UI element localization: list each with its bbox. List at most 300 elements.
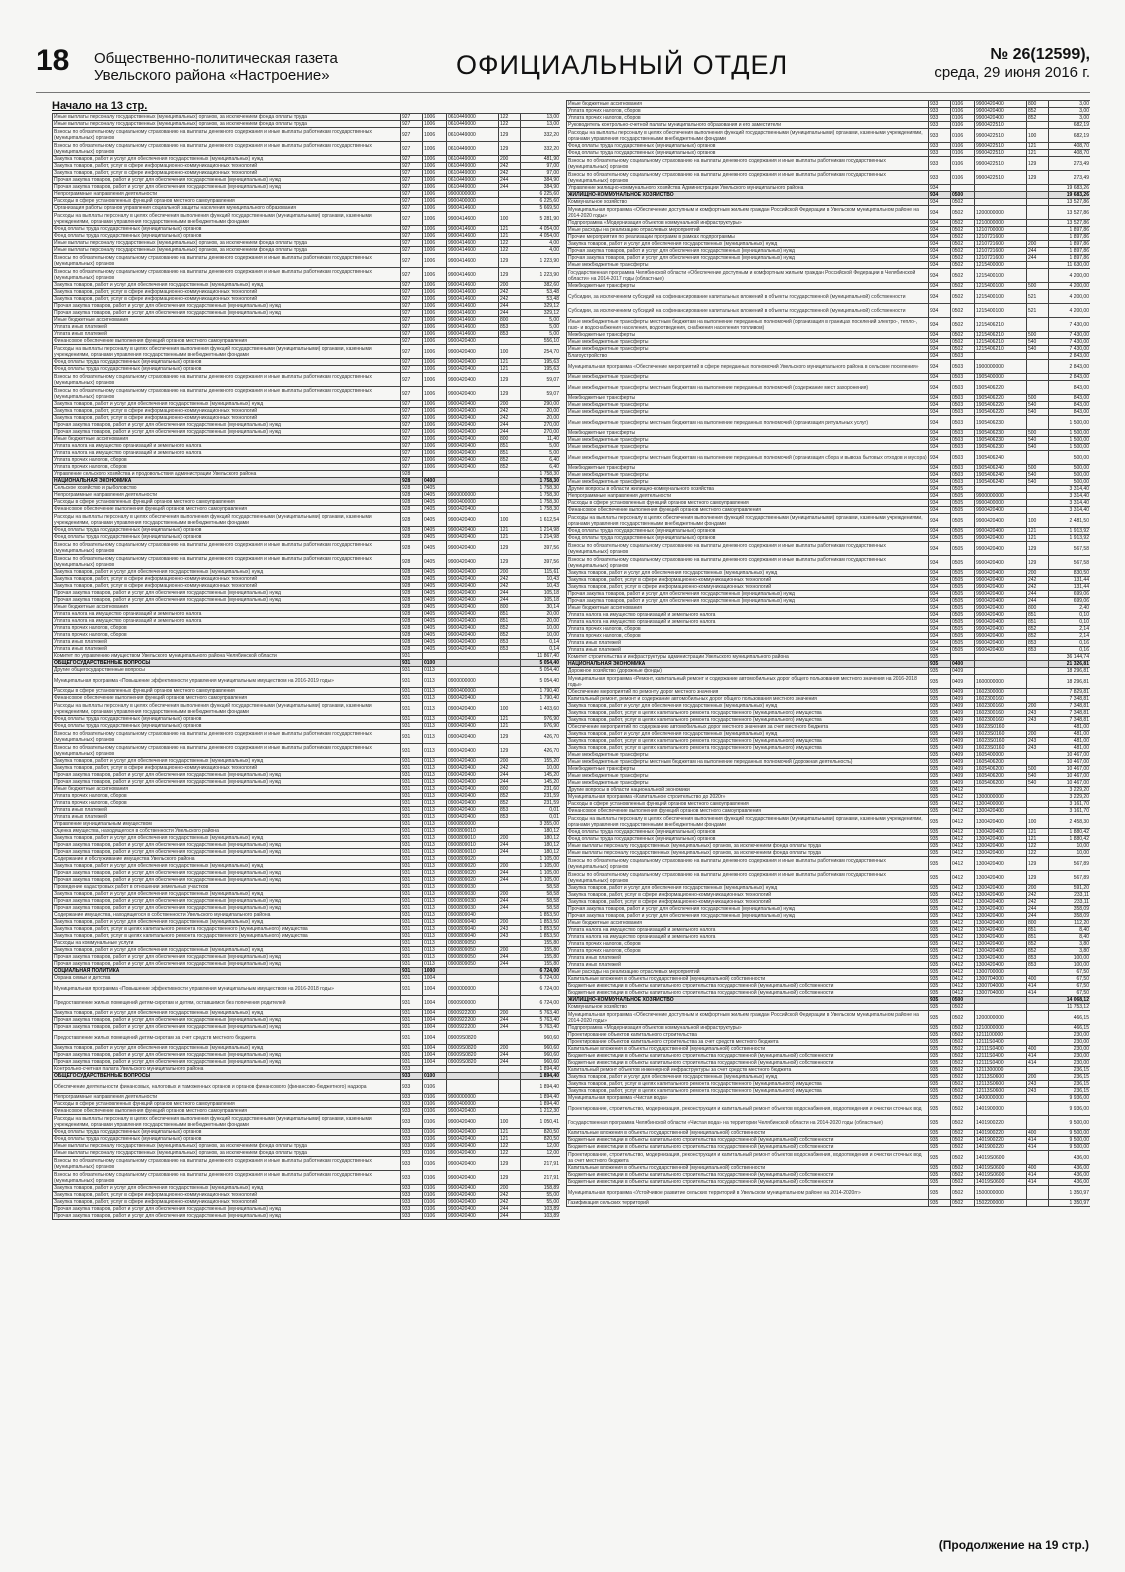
cell-cs	[975, 353, 1027, 360]
cell-vr: 200	[499, 891, 521, 898]
cell-sum: 155,80	[521, 940, 561, 947]
table-row	[567, 241, 1091, 248]
cell-rz: 1004	[423, 975, 447, 982]
table-row	[567, 612, 1091, 619]
cell-gr: 934	[929, 556, 951, 570]
cell-gr: 927	[401, 310, 423, 317]
table-row	[53, 996, 561, 1010]
table-row	[567, 948, 1091, 955]
table-row	[567, 1039, 1091, 1046]
cell-sum: 5 763,40	[521, 1010, 561, 1017]
cell-gr: 934	[929, 598, 951, 605]
cell-sum: 67,50	[1049, 976, 1091, 983]
cell-vr: 244	[1027, 906, 1049, 913]
cell-name: Закупка товаров, работ и услуг для обеспечения государственных (муниципальных) нужд	[53, 835, 401, 842]
cell-vr: 400	[1027, 1130, 1049, 1137]
cell-vr	[499, 828, 521, 835]
cell-cs: 1905406230	[975, 437, 1027, 444]
cell-vr	[1027, 262, 1049, 269]
cell-vr: 244	[499, 954, 521, 961]
cell-vr	[499, 205, 521, 212]
cell-gr: 931	[401, 807, 423, 814]
cell-name: Капитальные вложения в объекты государственной (муниципальной) собственности	[567, 1130, 929, 1137]
table-row	[53, 289, 561, 296]
table-row	[53, 618, 561, 625]
cell-rz: 0412	[951, 836, 975, 843]
cell-rz: 0412	[951, 934, 975, 941]
cell-vr	[499, 975, 521, 982]
cell-cs: 1215406210	[975, 318, 1027, 332]
cell-cs: 0900420400	[447, 807, 499, 814]
cell-vr: 121	[499, 233, 521, 240]
cell-sum: 1 758,30	[521, 506, 561, 513]
cell-sum: 12,00	[521, 1150, 561, 1157]
table-row	[53, 800, 561, 807]
cell-sum: 10 467,00	[1049, 752, 1091, 759]
cell-name: Прочие мероприятия по реализации программ в рамках подпрограммы	[567, 234, 929, 241]
cell-vr: 400	[1027, 1165, 1049, 1172]
cell-rz: 0502	[951, 255, 975, 262]
cell-vr	[499, 856, 521, 863]
cell-rz: 0502	[951, 1116, 975, 1130]
cell-rz: 0412	[951, 871, 975, 885]
cell-gr: 935	[929, 808, 951, 815]
cell-vr	[1027, 752, 1049, 759]
cell-name: Прочая закупка товаров, работ и услуг для обеспечения государственных (муниципальных) нужд	[53, 842, 401, 849]
cell-gr: 935	[929, 1032, 951, 1039]
cell-cs: 1602300160	[975, 710, 1027, 717]
cell-gr: 935	[929, 969, 951, 976]
cell-cs: 1300400000	[975, 801, 1027, 808]
table-row	[567, 794, 1091, 801]
cell-cs: 1210000000	[975, 1025, 1027, 1032]
cell-rz: 1006	[423, 422, 447, 429]
cell-name: Иные межбюджетные трансферты	[567, 780, 929, 787]
cell-vr: 244	[499, 1206, 521, 1213]
cell-vr: 244	[1027, 913, 1049, 920]
cell-name: Бюджетные инвестиции в объекты капитального строительства государственной (муниципальной) собственности	[567, 1179, 929, 1186]
cell-sum: 4 054,00	[521, 226, 561, 233]
cell-name: Взносы по обязательному социальному страхованию на выплаты денежного содержания и иные выплаты работникам государственных (муниципальных) органов	[53, 373, 401, 387]
cell-vr: 121	[1027, 836, 1049, 843]
cell-name: Иные бюджетные ассигнования	[567, 920, 929, 927]
cell-cs: 9900422510	[975, 171, 1027, 185]
cell-sum: 358,09	[1049, 913, 1091, 920]
cell-name: Управление муниципальным имуществом	[53, 821, 401, 828]
cell-gr: 935	[929, 948, 951, 955]
table-row	[53, 604, 561, 611]
cell-name: Бюджетные инвестиции в объекты капитального строительства государственной (муниципальной) собственности	[567, 1053, 929, 1060]
cell-sum: 426,70	[521, 744, 561, 758]
cell-sum: 100,00	[1049, 962, 1091, 969]
table-row	[53, 947, 561, 954]
cell-cs: 9900420400	[447, 436, 499, 443]
cell-cs: 0900420400	[447, 772, 499, 779]
cell-sum: 236,15	[1049, 1081, 1091, 1088]
cell-sum: 12,00	[521, 1143, 561, 1150]
cell-cs: 1300420400	[975, 850, 1027, 857]
cell-vr: 121	[1027, 528, 1049, 535]
cell-vr: 244	[499, 870, 521, 877]
cell-gr: 931	[401, 667, 423, 674]
cell-name: Расходы на выплаты персоналу в целях обеспечения выполнения функций государственными (муниципальными) органами, казенными учреждениями, органами управления государственными внебюджетными фондами	[53, 513, 401, 527]
cell-rz: 1006	[423, 415, 447, 422]
cell-vr	[1027, 1004, 1049, 1011]
cell-name: Иные расходы на реализацию отраслевых мероприятий	[567, 227, 929, 234]
cell-gr: 934	[929, 542, 951, 556]
cell-cs: 1215400100	[975, 290, 1027, 304]
cell-sum: 1 350,97	[1049, 1200, 1091, 1207]
cell-vr: 851	[1027, 619, 1049, 626]
table-row	[567, 444, 1091, 451]
table-row	[53, 688, 561, 695]
table-row	[53, 499, 561, 506]
cell-sum: 21 326,81	[1049, 661, 1091, 668]
cell-sum: 10 467,00	[1049, 759, 1091, 766]
cell-name: Взносы по обязательному социальному страхованию на выплаты денежного содержания и иные выплаты работникам государственных (муниципальных) органов	[53, 128, 401, 142]
cell-name: Иные выплаты персоналу государственных (муниципальных) органов, за исключением фонда оплаты труда	[53, 1143, 401, 1150]
table-row	[53, 401, 561, 408]
cell-cs: 9900420400	[447, 422, 499, 429]
cell-vr: 200	[499, 156, 521, 163]
cell-vr	[499, 821, 521, 828]
table-row	[53, 1010, 561, 1017]
cell-gr: 927	[401, 464, 423, 471]
cell-sum: 1 758,30	[521, 499, 561, 506]
cell-sum: 7 348,81	[1049, 710, 1091, 717]
cell-cs	[447, 471, 499, 478]
cell-name: Иные межбюджетные трансферты местным бюджетам на выполнение переданных полномочий (организация ритуальных услуг)	[567, 416, 929, 430]
cell-rz: 0113	[423, 765, 447, 772]
cell-rz: 0500	[951, 997, 975, 1004]
cell-gr: 928	[401, 513, 423, 527]
table-row	[53, 1206, 561, 1213]
cell-sum: 820,50	[521, 1136, 561, 1143]
cell-rz: 1006	[423, 359, 447, 366]
cell-vr: 129	[499, 142, 521, 156]
cell-rz: 0405	[423, 576, 447, 583]
cell-name: Иные бюджетные ассигнования	[53, 317, 401, 324]
cell-gr: 935	[929, 689, 951, 696]
table-row	[567, 269, 1091, 283]
cell-sum: 59,07	[521, 387, 561, 401]
cell-sum: 0,01	[521, 814, 561, 821]
cell-vr	[1027, 374, 1049, 381]
cell-vr: 200	[499, 569, 521, 576]
cell-sum: 67,50	[1049, 990, 1091, 997]
cell-cs: 0900809050	[447, 954, 499, 961]
cell-gr: 935	[929, 899, 951, 906]
cell-cs: 1605406200	[975, 773, 1027, 780]
cell-name: Взносы по обязательному социальному страхованию на выплаты денежного содержания и иные выплаты работникам государственных (муниципальных) органов	[53, 268, 401, 282]
table-row	[53, 1031, 561, 1045]
cell-vr: 129	[499, 373, 521, 387]
cell-sum: 7 430,00	[1049, 318, 1091, 332]
cell-sum: 10 467,00	[1049, 773, 1091, 780]
cell-vr: 540	[1027, 437, 1049, 444]
cell-rz: 1006	[423, 317, 447, 324]
cell-vr: 122	[499, 240, 521, 247]
cell-vr: 414	[1027, 1053, 1049, 1060]
cell-vr: 500	[1027, 395, 1049, 402]
table-row	[567, 766, 1091, 773]
cell-gr: 931	[401, 1024, 423, 1031]
cell-vr	[1027, 1025, 1049, 1032]
cell-vr: 244	[1027, 255, 1049, 262]
cell-vr	[499, 674, 521, 688]
cell-rz: 0502	[951, 290, 975, 304]
table-row	[567, 1004, 1091, 1011]
cell-vr: 852	[499, 457, 521, 464]
cell-cs: 9900000000	[447, 492, 499, 499]
cell-gr: 934	[929, 346, 951, 353]
cell-vr: 244	[499, 303, 521, 310]
cell-name: Фонд оплаты труда государственных (муниципальных) органов	[53, 226, 401, 233]
cell-rz: 0113	[423, 940, 447, 947]
cell-sum: 9 500,00	[1049, 1137, 1091, 1144]
cell-cs: 9900420400	[975, 101, 1027, 108]
table-row	[567, 703, 1091, 710]
cell-rz: 0113	[423, 807, 447, 814]
cell-gr: 935	[929, 1011, 951, 1025]
cell-vr: 540	[1027, 472, 1049, 479]
cell-rz: 0113	[423, 814, 447, 821]
cell-sum: 481,00	[1049, 724, 1091, 731]
cell-name: Муниципальная программа «Капитальное строительство до 2020г»	[567, 794, 929, 801]
cell-vr: 800	[499, 786, 521, 793]
table-row	[567, 710, 1091, 717]
cell-name: Иные бюджетные ассигнования	[53, 786, 401, 793]
cell-vr: 540	[1027, 346, 1049, 353]
cell-sum: 10 467,00	[1049, 780, 1091, 787]
cell-gr: 935	[929, 738, 951, 745]
cell-vr: 852	[499, 800, 521, 807]
cell-sum: 97,00	[521, 163, 561, 170]
cell-gr: 934	[929, 283, 951, 290]
cell-sum: 6,40	[521, 464, 561, 471]
cell-name: Оценка имущества, находящегося в собственности Увельского района	[53, 828, 401, 835]
cell-gr: 927	[401, 128, 423, 142]
table-row	[53, 1101, 561, 1108]
cell-vr: 200	[499, 1010, 521, 1017]
table-row	[567, 1074, 1091, 1081]
cell-gr: 933	[401, 1136, 423, 1143]
table-row	[53, 912, 561, 919]
newspaper-name-line2: Увельского района «Настроение»	[94, 67, 330, 84]
table-row	[567, 465, 1091, 472]
cell-sum: 10,00	[1049, 850, 1091, 857]
right-column	[566, 100, 1090, 1535]
cell-rz: 0113	[423, 821, 447, 828]
cell-gr: 927	[401, 422, 423, 429]
cell-gr: 927	[401, 450, 423, 457]
cell-gr: 934	[929, 451, 951, 465]
cell-vr	[499, 688, 521, 695]
cell-gr: 931	[401, 1059, 423, 1066]
cell-name: Уплата налога на имущество организаций и земельного налога	[53, 443, 401, 450]
cell-rz: 0409	[951, 675, 975, 689]
table-row	[567, 787, 1091, 794]
cell-cs: 0900809030	[447, 898, 499, 905]
cell-name: Закупка товаров, работ и услуг для обеспечения государственных (муниципальных) нужд	[53, 1185, 401, 1192]
table-row	[53, 331, 561, 338]
cell-vr	[499, 940, 521, 947]
cell-name: Фонд оплаты труда государственных (муниципальных) органов	[53, 1136, 401, 1143]
table-row	[53, 1108, 561, 1115]
cell-name: Другие общегосударственные вопросы	[53, 667, 401, 674]
cell-sum: 145,20	[521, 779, 561, 786]
cell-name: Уплата налога на имущество организаций и земельного налога	[567, 612, 929, 619]
cell-gr: 935	[929, 654, 951, 661]
cell-gr: 931	[401, 912, 423, 919]
cell-cs: 1300704000	[975, 990, 1027, 997]
cell-gr: 935	[929, 759, 951, 766]
cell-name: Финансовое обеспечение выполнения функций органов местного самоуправления	[53, 695, 401, 702]
cell-cs: 9900414600	[447, 289, 499, 296]
cell-rz: 0113	[423, 898, 447, 905]
cell-name: Закупка товаров, работ, услуг в целях капитального ремонта государственного (муниципального) имущества	[567, 1081, 929, 1088]
cell-cs: 9900420400	[447, 1150, 499, 1157]
cell-rz: 1006	[423, 282, 447, 289]
cell-sum: 158,89	[521, 1185, 561, 1192]
cell-name: Закупка товаров, работ и услуг для обеспечения государственных (муниципальных) нужд	[53, 401, 401, 408]
cell-rz: 0503	[951, 402, 975, 409]
cell-vr: 851	[499, 443, 521, 450]
cell-gr: 935	[929, 1172, 951, 1179]
cell-gr: 934	[929, 472, 951, 479]
cell-rz: 0502	[951, 1046, 975, 1053]
table-row	[567, 129, 1091, 143]
cell-sum: 230,00	[1049, 1053, 1091, 1060]
cell-cs: 1400000000	[975, 1095, 1027, 1102]
table-row	[567, 185, 1091, 192]
cell-rz: 0405	[423, 625, 447, 632]
cell-rz: 1006	[423, 240, 447, 247]
cell-name: Взносы по обязательному социальному страхованию на выплаты денежного содержания и иные выплаты работникам государственных (муниципальных) органов	[53, 254, 401, 268]
cell-sum: 13 527,86	[1049, 206, 1091, 220]
cell-gr: 931	[401, 996, 423, 1010]
table-row	[53, 429, 561, 436]
cell-rz: 0505	[951, 647, 975, 654]
cell-vr: 122	[499, 121, 521, 128]
cell-rz: 0502	[951, 1067, 975, 1074]
cell-vr	[499, 660, 521, 667]
cell-cs: 0900922200	[447, 1017, 499, 1024]
table-row	[567, 815, 1091, 829]
cell-gr: 928	[401, 618, 423, 625]
cell-cs: 1600000000	[975, 675, 1027, 689]
cell-sum: 230,00	[1049, 1032, 1091, 1039]
cell-gr: 931	[401, 702, 423, 716]
cell-gr: 934	[929, 304, 951, 318]
cell-gr: 931	[401, 877, 423, 884]
cell-vr: 851	[1027, 934, 1049, 941]
cell-rz: 0412	[951, 913, 975, 920]
cell-vr: 242	[499, 170, 521, 177]
cell-sum: 195,63	[521, 366, 561, 373]
cell-rz: 0502	[951, 304, 975, 318]
cell-cs: 0900420400	[447, 758, 499, 765]
cell-gr: 935	[929, 1004, 951, 1011]
table-row	[567, 976, 1091, 983]
cell-gr: 927	[401, 366, 423, 373]
table-row	[53, 779, 561, 786]
cell-cs: 9900420400	[447, 646, 499, 653]
cell-gr: 934	[929, 437, 951, 444]
cell-sum: 0,01	[521, 807, 561, 814]
table-row	[567, 255, 1091, 262]
cell-cs: 0900420400	[447, 744, 499, 758]
cell-cs: 1500000000	[975, 1186, 1027, 1200]
cell-rz: 0409	[951, 724, 975, 731]
cell-gr: 931	[401, 765, 423, 772]
cell-gr: 934	[929, 584, 951, 591]
cell-vr	[1027, 689, 1049, 696]
cell-gr: 931	[401, 653, 423, 660]
cell-cs: 14019S0600	[975, 1179, 1027, 1186]
table-row	[567, 507, 1091, 514]
cell-cs: 9900420400	[975, 633, 1027, 640]
cell-gr: 933	[401, 1150, 423, 1157]
cell-cs: 1905406220	[975, 395, 1027, 402]
table-row	[53, 772, 561, 779]
cell-vr: 200	[1027, 703, 1049, 710]
cell-sum: 155,20	[521, 758, 561, 765]
cell-rz: 0502	[951, 339, 975, 346]
cell-cs: 9900420400	[447, 618, 499, 625]
cell-rz: 0505	[951, 507, 975, 514]
cell-rz: 0106	[423, 1080, 447, 1094]
table-row	[53, 443, 561, 450]
cell-vr: 243	[1027, 717, 1049, 724]
cell-gr: 934	[929, 318, 951, 332]
cell-sum: 1 894,40	[521, 1101, 561, 1108]
cell-name: Закупка товаров, работ и услуг для обеспечения государственных (муниципальных) нужд	[53, 758, 401, 765]
cell-cs: 9900420400	[447, 387, 499, 401]
cell-rz: 0505	[951, 612, 975, 619]
cell-cs: 0900809040	[447, 919, 499, 926]
cell-cs: 1401900000	[975, 1102, 1027, 1116]
table-row	[53, 723, 561, 730]
cell-name: Межбюджетные трансферты	[567, 332, 929, 339]
cell-name: Расходы на выплаты персоналу в целях обеспечения выполнения функций государственными (муниципальными) органами, казенными учреждениями, органами управления государственными внебюджетными фондами	[567, 129, 929, 143]
cell-gr: 931	[401, 744, 423, 758]
cell-rz: 0106	[423, 1199, 447, 1206]
cell-cs: 0900000000	[447, 674, 499, 688]
cell-sum: 3,80	[1049, 941, 1091, 948]
cell-vr: 242	[499, 1192, 521, 1199]
table-row	[53, 513, 561, 527]
cell-cs: 0900809010	[447, 828, 499, 835]
cell-rz: 0106	[423, 1171, 447, 1185]
cell-rz: 1006	[423, 429, 447, 436]
table-row	[53, 450, 561, 457]
cell-vr: 244	[499, 1059, 521, 1066]
cell-cs: 1210000000	[975, 220, 1027, 227]
cell-cs: 09009S0820	[447, 1045, 499, 1052]
cell-vr: 129	[499, 1157, 521, 1171]
cell-name: Прочая закупка товаров, работ и услуг для обеспечения государственных (муниципальных) нужд	[53, 177, 401, 184]
cell-gr: 935	[929, 1067, 951, 1074]
cell-name: Межбюджетные трансферты	[567, 283, 929, 290]
table-row	[567, 1172, 1091, 1179]
cell-cs: 9900420400	[447, 464, 499, 471]
table-row	[53, 870, 561, 877]
table-row	[53, 1150, 561, 1157]
cell-sum: 8,40	[1049, 934, 1091, 941]
cell-rz: 0106	[951, 108, 975, 115]
cell-cs: 0900809050	[447, 940, 499, 947]
